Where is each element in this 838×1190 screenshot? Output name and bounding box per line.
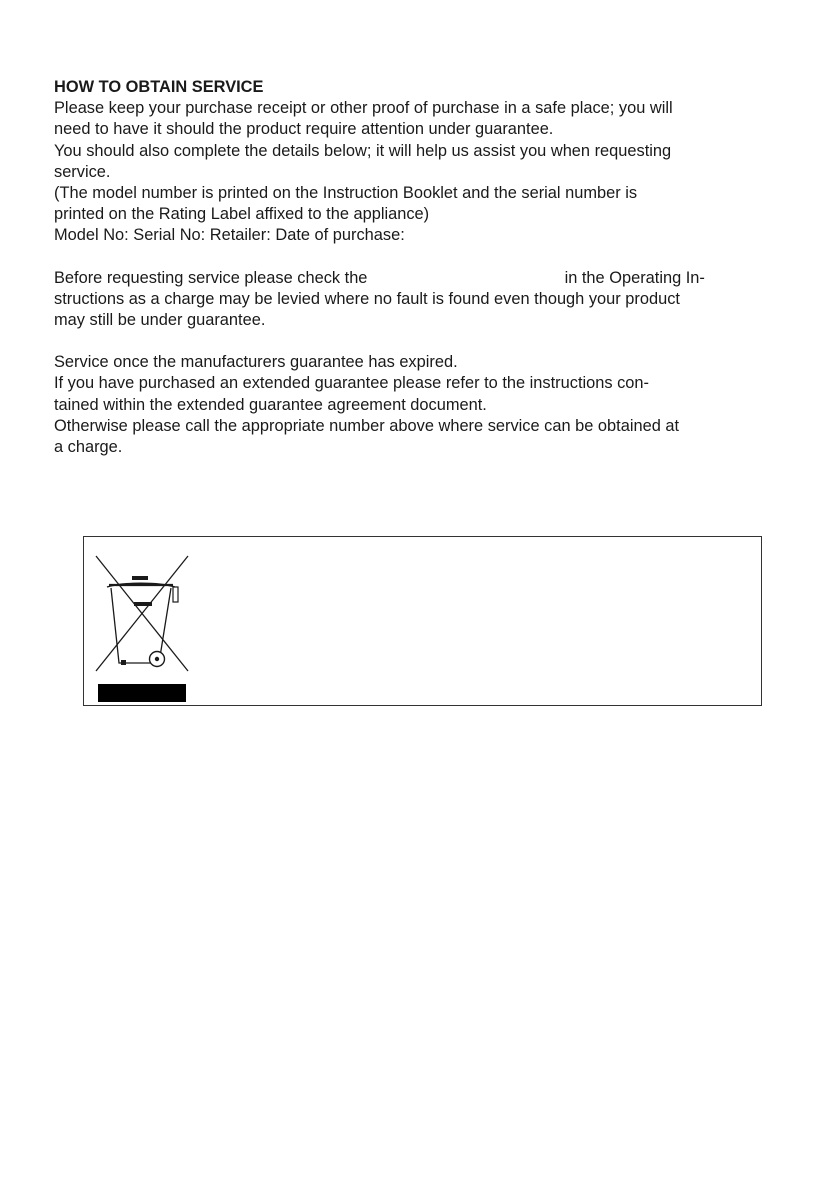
spacer (54, 331, 754, 352)
spacer (54, 247, 754, 268)
details-fields-line: Model No: Serial No: Retailer: Date of purchase: (54, 226, 405, 245)
text-line: printed on the Rating Label affixed to the appliance) (54, 205, 430, 224)
text-line: a charge. (54, 438, 123, 457)
text-line: (The model number is printed on the Instruction Booklet and the serial number is (54, 184, 638, 203)
weee-notice-box (83, 536, 762, 706)
text-line: service. (54, 162, 111, 181)
text-line: may still be under guarantee. (54, 311, 266, 330)
text-line: Service once the manufacturers guarantee has expired. (54, 353, 458, 372)
crossed-out-wheelie-bin-icon (93, 551, 189, 687)
text-line: Please keep your purchase receipt or other proof of purchase in a safe place; you will (54, 99, 673, 118)
text-line: structions as a charge may be levied where no fault is found even though your product (54, 289, 680, 308)
text-line: You should also complete the details below; it will help us assist you when requesting (54, 141, 672, 160)
text-line: If you have purchased an extended guarantee please refer to the instructions con- (54, 374, 650, 393)
text-line (54, 268, 754, 289)
service-page (54, 77, 754, 458)
text-line: tained within the extended guarantee agreement document. (54, 395, 487, 414)
text-line: need to have it should the product require attention under guarantee. (54, 120, 554, 139)
text-line: Otherwise please call the appropriate number above where service can be obtained at (54, 416, 680, 435)
weee-black-bar (98, 684, 186, 702)
section-heading: HOW TO OBTAIN SERVICE (54, 78, 264, 96)
text-segment: Before requesting service please check the (54, 268, 368, 287)
text-segment: in the Operating In- (564, 268, 705, 287)
